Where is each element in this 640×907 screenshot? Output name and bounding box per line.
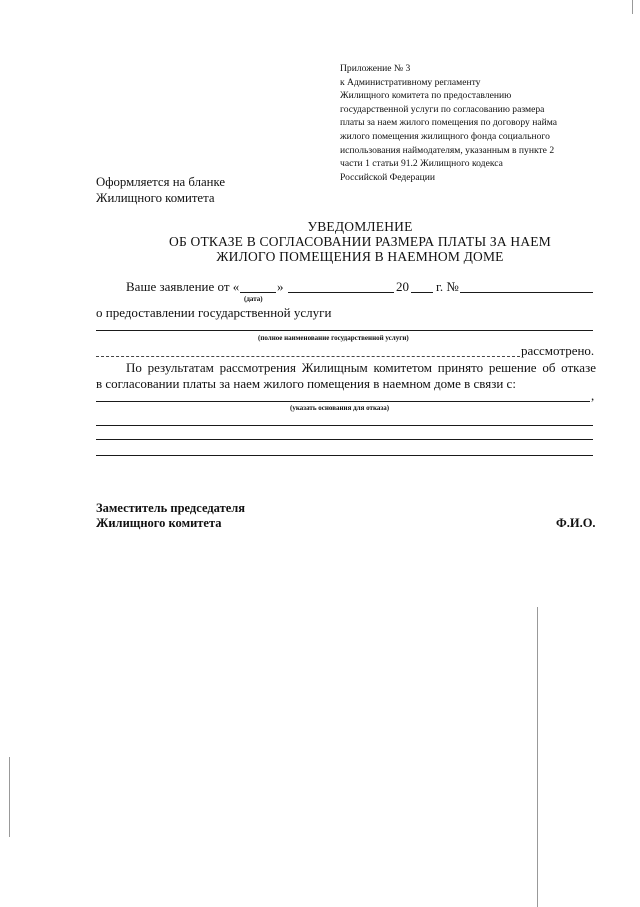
quote-close: » <box>277 279 284 294</box>
reason-line <box>96 455 593 456</box>
service-name-line-2 <box>96 356 520 357</box>
document-title: УВЕДОМЛЕНИЕ <box>307 219 413 234</box>
appendix-line: платы за наем жилого помещения по договору найма <box>340 117 557 129</box>
result-word: решение <box>488 360 537 375</box>
result-paragraph-line2: в согласовании платы за наем жилого помещения в наемном доме в связи с: <box>96 376 516 391</box>
reason-caption: (указать основания для отказа) <box>290 404 390 412</box>
service-caption: (полное наименование государственной услуги) <box>258 334 409 342</box>
signatory-position-line2: Жилищного комитета <box>96 516 222 530</box>
result-word: об <box>542 360 556 375</box>
appendix-line: жилого помещения жилищного фонда социального <box>340 130 550 142</box>
signatory-position-line1: Заместитель председателя <box>96 501 246 515</box>
date-caption: (дата) <box>244 295 263 303</box>
appendix-line: части 1 статьи 91.2 Жилищного кодекса <box>340 158 503 170</box>
scan-edge-line <box>632 0 633 14</box>
signatory-name: Ф.И.О. <box>556 516 596 530</box>
service-label: о предоставлении государственной услуги <box>96 305 332 320</box>
document-subtitle-line1: ОБ ОТКАЗЕ В СОГЛАСОВАНИИ РАЗМЕРА ПЛАТЫ ЗА НАЕМ <box>169 234 551 249</box>
year-field-line <box>411 292 433 293</box>
result-word: принято <box>437 360 484 375</box>
reason-comma: , <box>591 388 595 403</box>
result-word: результатам <box>147 360 214 375</box>
appendix-line: государственной услуги по согласованию размера <box>340 103 545 115</box>
blank-note-line: Оформляется на бланке <box>96 175 226 189</box>
year-number-label: г. № <box>436 279 459 294</box>
year-prefix: 20 <box>396 279 409 294</box>
result-word: отказе <box>561 360 596 375</box>
result-word: Жилищным <box>301 360 368 375</box>
scan-edge-line <box>9 757 10 837</box>
reviewed-label: рассмотрено. <box>521 343 595 358</box>
result-paragraph-line1 <box>126 360 596 376</box>
appendix-line: Жилищного комитета по предоставлению <box>340 90 512 102</box>
appendix-line: Российской Федерации <box>340 171 435 183</box>
month-field-line <box>288 292 394 293</box>
appendix-line: Приложение № 3 <box>340 63 411 74</box>
service-name-line <box>96 330 593 331</box>
day-field-line <box>240 292 276 293</box>
appendix-block <box>340 62 610 184</box>
reason-line <box>96 439 593 440</box>
reason-line <box>96 425 593 426</box>
number-field-line <box>460 292 593 293</box>
reason-line <box>96 401 590 402</box>
document-subtitle-line2: ЖИЛОГО ПОМЕЩЕНИЯ В НАЕМНОМ ДОМЕ <box>216 249 504 264</box>
appendix-line: использования наймодателям, указанным в пункте 2 <box>340 144 555 156</box>
result-word: рассмотрения <box>219 360 296 375</box>
scan-edge-line <box>537 607 538 907</box>
application-from-label: Ваше заявление от « <box>126 279 240 294</box>
blank-note-line: Жилищного комитета <box>96 191 215 205</box>
result-word: комитетом <box>373 360 432 375</box>
blank-note <box>96 174 225 206</box>
appendix-line: к Административному регламенту <box>340 76 481 88</box>
result-word: По <box>126 360 142 375</box>
